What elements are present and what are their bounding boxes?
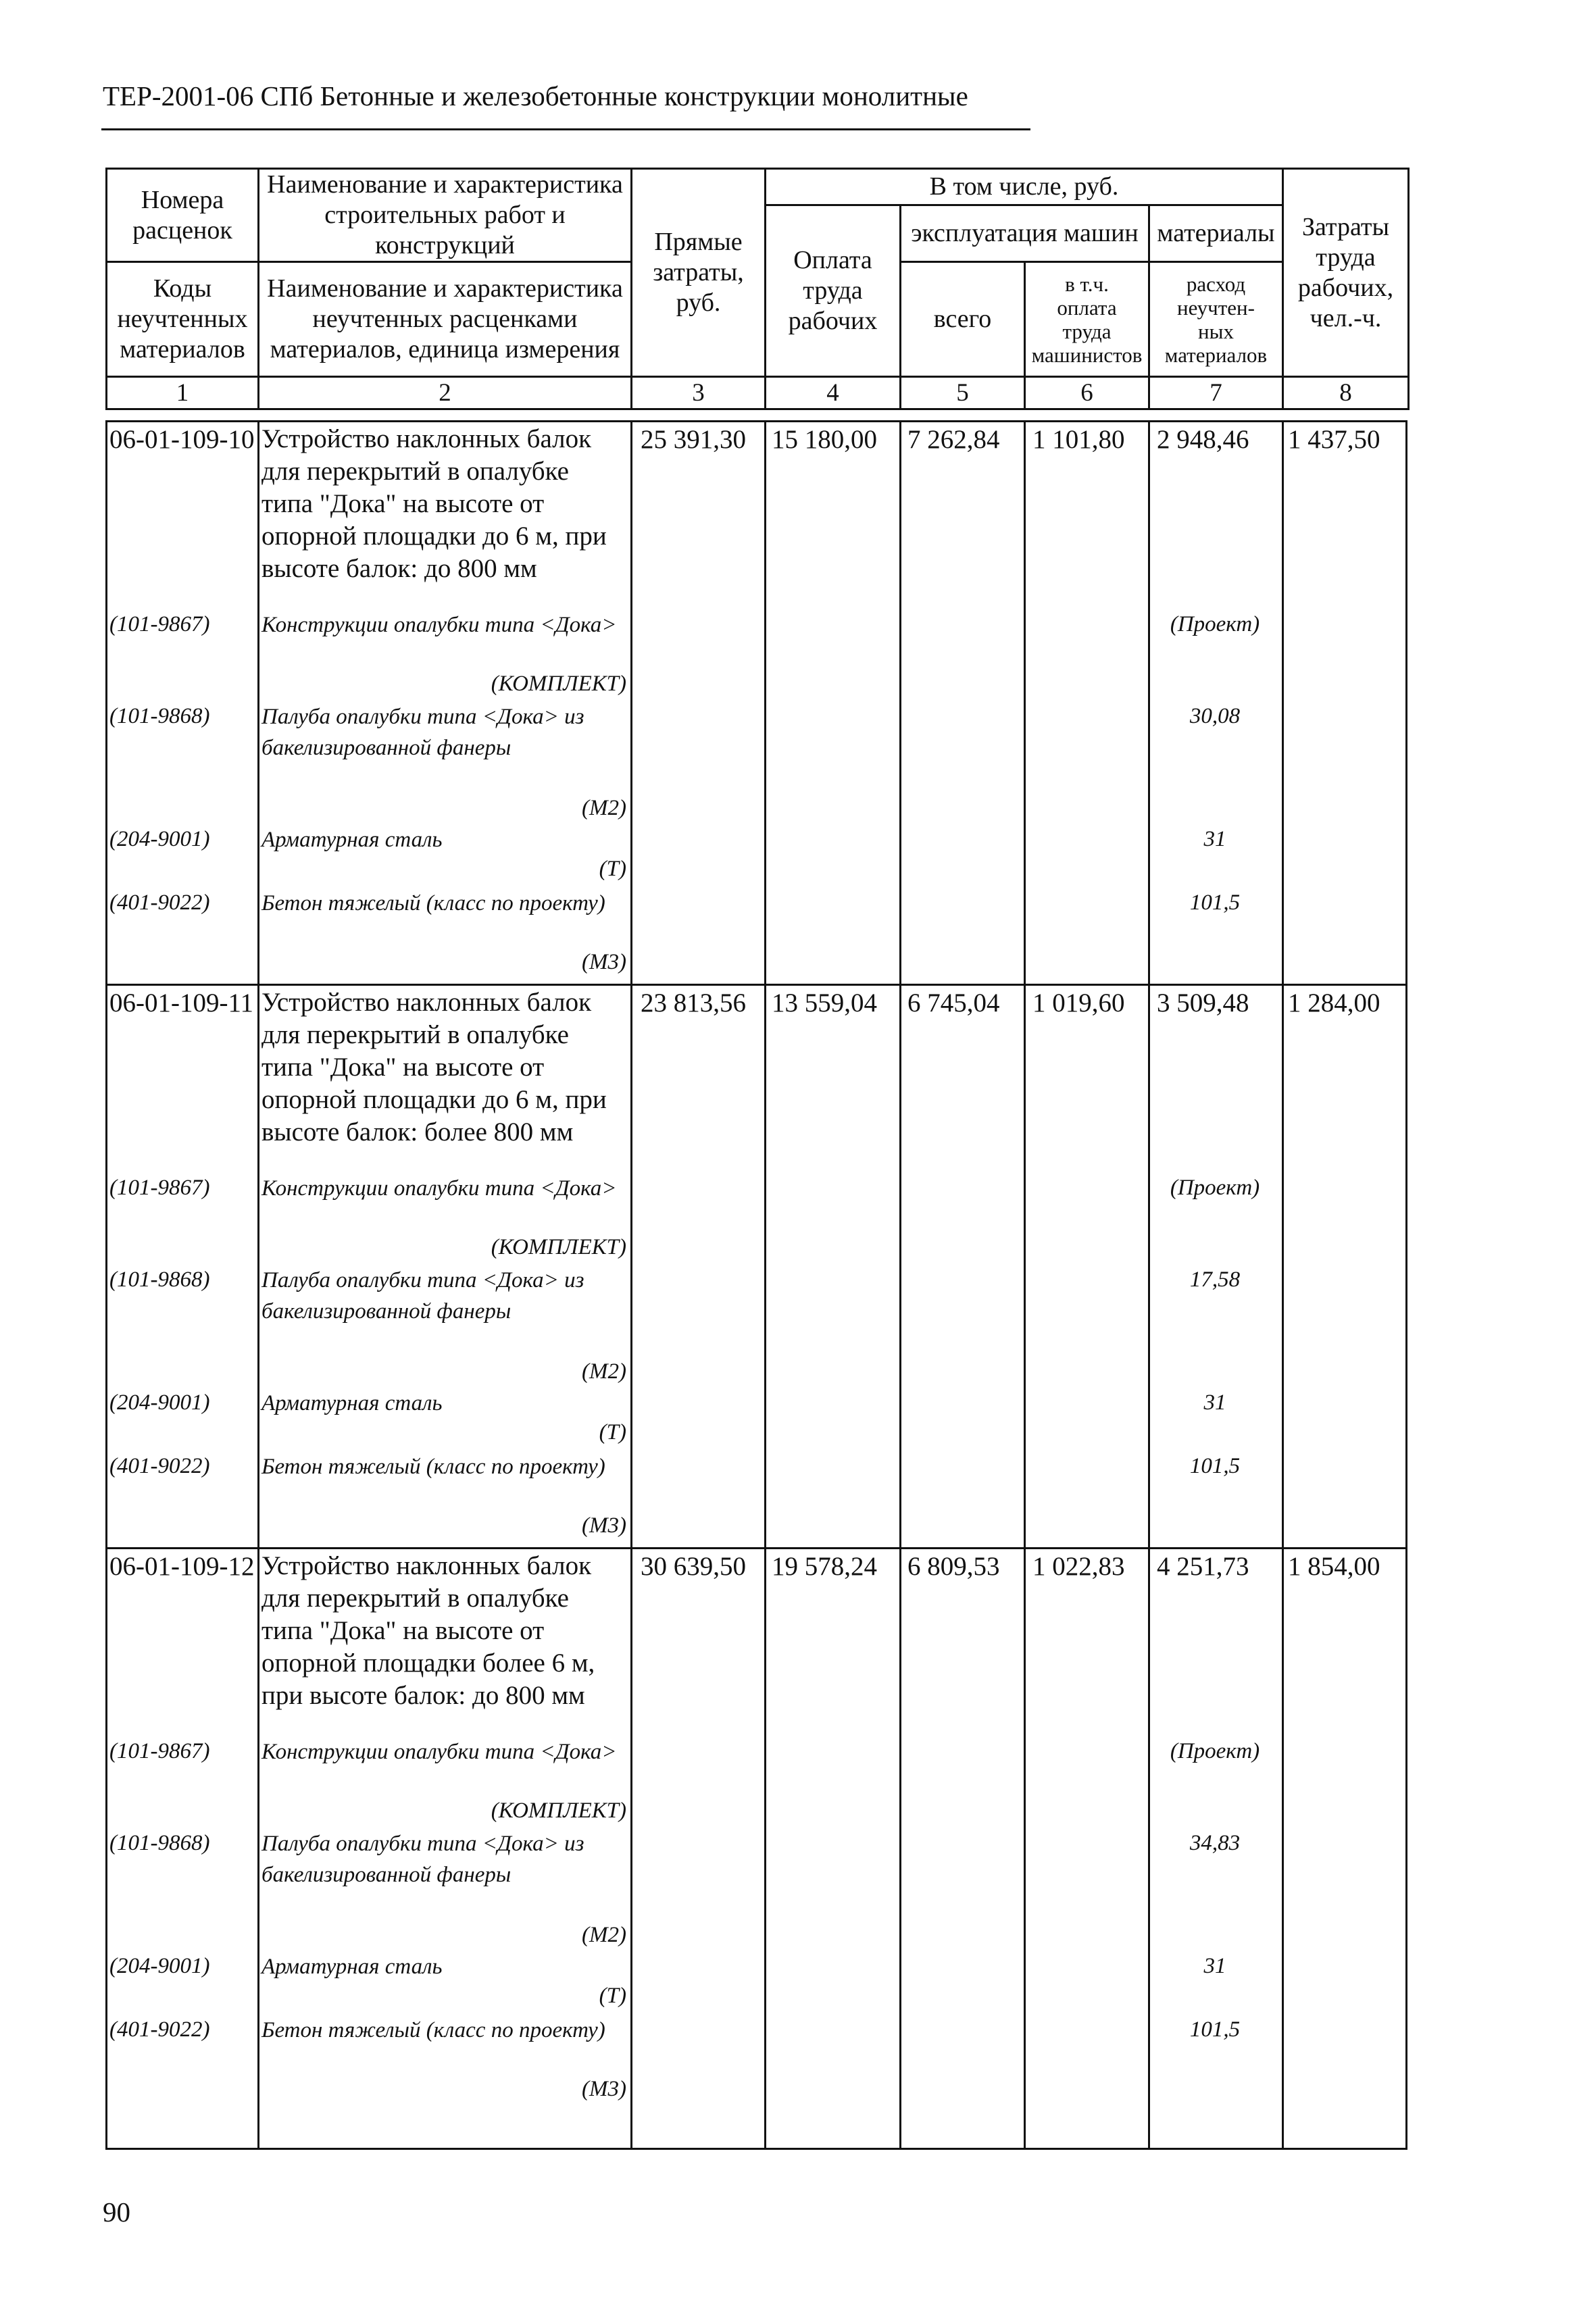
header-worker-pay: Оплата труда рабочих <box>766 205 901 377</box>
material-unit: (КОМПЛЕКТ) <box>491 1799 626 1823</box>
machines-total: 7 262,84 <box>907 425 1000 454</box>
header-unaccounted-materials: расход неучтен- ных материалов <box>1149 262 1283 377</box>
material-unit: (КОМПЛЕКТ) <box>491 672 626 696</box>
col-number-7: 7 <box>1149 377 1283 409</box>
material-unit: (Т) <box>599 857 626 881</box>
material-quantity: 34,83 <box>1189 1831 1241 1855</box>
material-code: (204-9001) <box>109 827 210 851</box>
col-number-1: 1 <box>107 377 259 409</box>
material-unit: (М3) <box>582 2077 626 2101</box>
machines-total: 6 809,53 <box>907 1552 1000 1581</box>
machines-total: 6 745,04 <box>907 988 1000 1017</box>
labor-hours: 1 284,00 <box>1288 988 1380 1017</box>
material-name: Палуба опалубки типа <Дока> из бакелизированной фанеры <box>261 1832 584 1887</box>
material-code: (401-9022) <box>109 890 210 915</box>
material-unit: (М3) <box>582 950 626 974</box>
materials-cost: 2 948,46 <box>1157 425 1249 454</box>
material-name: Бетон тяжелый (класс по проекту) <box>261 891 605 915</box>
material-name: Бетон тяжелый (класс по проекту) <box>261 1455 605 1479</box>
material-code: (204-9001) <box>109 1390 210 1415</box>
material-unit: (М2) <box>582 796 626 820</box>
page-number: 90 <box>103 2196 130 2228</box>
col-number-4: 4 <box>766 377 901 409</box>
header-rate-numbers: Номера расценок <box>107 169 259 262</box>
materials-cost: 4 251,73 <box>1157 1552 1249 1581</box>
header-material-names: Наименование и характеристика неучтенных расценками материалов, единица измерения <box>259 262 632 377</box>
material-quantity: 101,5 <box>1189 890 1241 915</box>
column-header-table <box>105 168 1410 410</box>
rate-code: 06-01-109-12 <box>109 1552 255 1581</box>
material-unit: (М2) <box>582 1359 626 1384</box>
material-code: (101-9867) <box>109 1739 210 1763</box>
material-name: Бетон тяжелый (класс по проекту) <box>261 2018 605 2042</box>
title-rule <box>101 128 1030 130</box>
col-divider <box>899 420 901 2150</box>
direct-costs: 23 813,56 <box>641 988 746 1017</box>
direct-costs: 25 391,30 <box>641 425 746 454</box>
work-description: Устройство наклонных балок для перекрытий в опалубке типа "Дока" на высоте от опорной площадки до 6 м, при высоте балок: до 800 мм <box>261 424 607 583</box>
material-name: Конструкции опалубки типа <Дока> <box>261 613 617 637</box>
header-labor-hours: Затраты труда рабочих, чел.-ч. <box>1283 169 1409 377</box>
col-divider <box>764 420 766 2150</box>
header-including-group: В том числе, руб. <box>766 169 1283 205</box>
direct-costs: 30 639,50 <box>641 1552 746 1581</box>
col-number-3: 3 <box>632 377 766 409</box>
col-number-5: 5 <box>901 377 1025 409</box>
col-number-2: 2 <box>259 377 632 409</box>
material-code: (101-9868) <box>109 1267 210 1292</box>
header-machines-total: всего <box>901 262 1025 377</box>
material-unit: (Т) <box>599 1420 626 1444</box>
worker-pay: 13 559,04 <box>772 988 877 1017</box>
header-machinist-pay: в т.ч. оплата труда машинистов <box>1025 262 1149 377</box>
material-code: (101-9868) <box>109 704 210 728</box>
material-name: Арматурная сталь <box>261 828 443 852</box>
material-quantity: (Проект) <box>1170 1739 1260 1763</box>
col-divider <box>1024 420 1026 2150</box>
material-quantity: 101,5 <box>1189 1454 1241 1478</box>
machinist-pay: 1 019,60 <box>1032 988 1125 1017</box>
col-number-8: 8 <box>1283 377 1409 409</box>
material-unit: (Т) <box>599 1984 626 2008</box>
material-code: (401-9022) <box>109 1454 210 1478</box>
material-quantity: 31 <box>1203 827 1226 851</box>
material-code: (401-9022) <box>109 2017 210 2042</box>
material-unit: (М3) <box>582 1513 626 1538</box>
material-unit: (М2) <box>582 1923 626 1947</box>
material-quantity: 31 <box>1203 1954 1226 1978</box>
material-quantity: 30,08 <box>1189 704 1241 728</box>
worker-pay: 19 578,24 <box>772 1552 877 1581</box>
col-number-6: 6 <box>1025 377 1149 409</box>
header-materials: материалы <box>1149 205 1283 262</box>
machinist-pay: 1 022,83 <box>1032 1552 1125 1581</box>
material-code: (101-9867) <box>109 1176 210 1200</box>
material-name: Конструкции опалубки типа <Дока> <box>261 1740 617 1764</box>
material-quantity: (Проект) <box>1170 1176 1260 1200</box>
col-divider <box>630 420 632 2150</box>
page-title: ТЕР-2001-06 СПб Бетонные и железобетонные конструкции монолитные <box>103 80 968 111</box>
material-name: Палуба опалубки типа <Дока> из бакелизированной фанеры <box>261 705 584 760</box>
header-direct-costs: Прямые затраты, руб. <box>632 169 766 377</box>
material-code: (101-9867) <box>109 612 210 636</box>
material-unit: (КОМПЛЕКТ) <box>491 1235 626 1259</box>
rate-code: 06-01-109-10 <box>109 425 255 454</box>
material-name: Арматурная сталь <box>261 1955 443 1979</box>
material-quantity: 17,58 <box>1189 1267 1241 1292</box>
header-material-codes: Коды неучтенных материалов <box>107 262 259 377</box>
row-divider <box>105 984 1407 986</box>
labor-hours: 1 437,50 <box>1288 425 1380 454</box>
material-quantity: (Проект) <box>1170 612 1260 636</box>
work-description: Устройство наклонных балок для перекрытий в опалубке типа "Дока" на высоте от опорной площадки до 6 м, при высоте балок: более 800 мм <box>261 988 607 1147</box>
row-divider <box>105 1547 1407 1549</box>
machinist-pay: 1 101,80 <box>1032 425 1125 454</box>
material-name: Палуба опалубки типа <Дока> из бакелизированной фанеры <box>261 1268 584 1324</box>
material-quantity: 101,5 <box>1189 2017 1241 2042</box>
labor-hours: 1 854,00 <box>1288 1552 1380 1581</box>
worker-pay: 15 180,00 <box>772 425 877 454</box>
material-quantity: 31 <box>1203 1390 1226 1415</box>
material-code: (204-9001) <box>109 1954 210 1978</box>
material-code: (101-9868) <box>109 1831 210 1855</box>
rate-code: 06-01-109-11 <box>109 988 254 1017</box>
header-machine-operation: эксплуатация машин <box>901 205 1149 262</box>
material-name: Арматурная сталь <box>261 1391 443 1415</box>
material-name: Конструкции опалубки типа <Дока> <box>261 1176 617 1201</box>
header-work-name: Наименование и характеристика строительных работ и конструкций <box>259 169 632 262</box>
work-description: Устройство наклонных балок для перекрытий в опалубке типа "Дока" на высоте от опорной площадки более 6 м, при высоте балок: до 800 мм <box>261 1551 595 1710</box>
materials-cost: 3 509,48 <box>1157 988 1249 1017</box>
